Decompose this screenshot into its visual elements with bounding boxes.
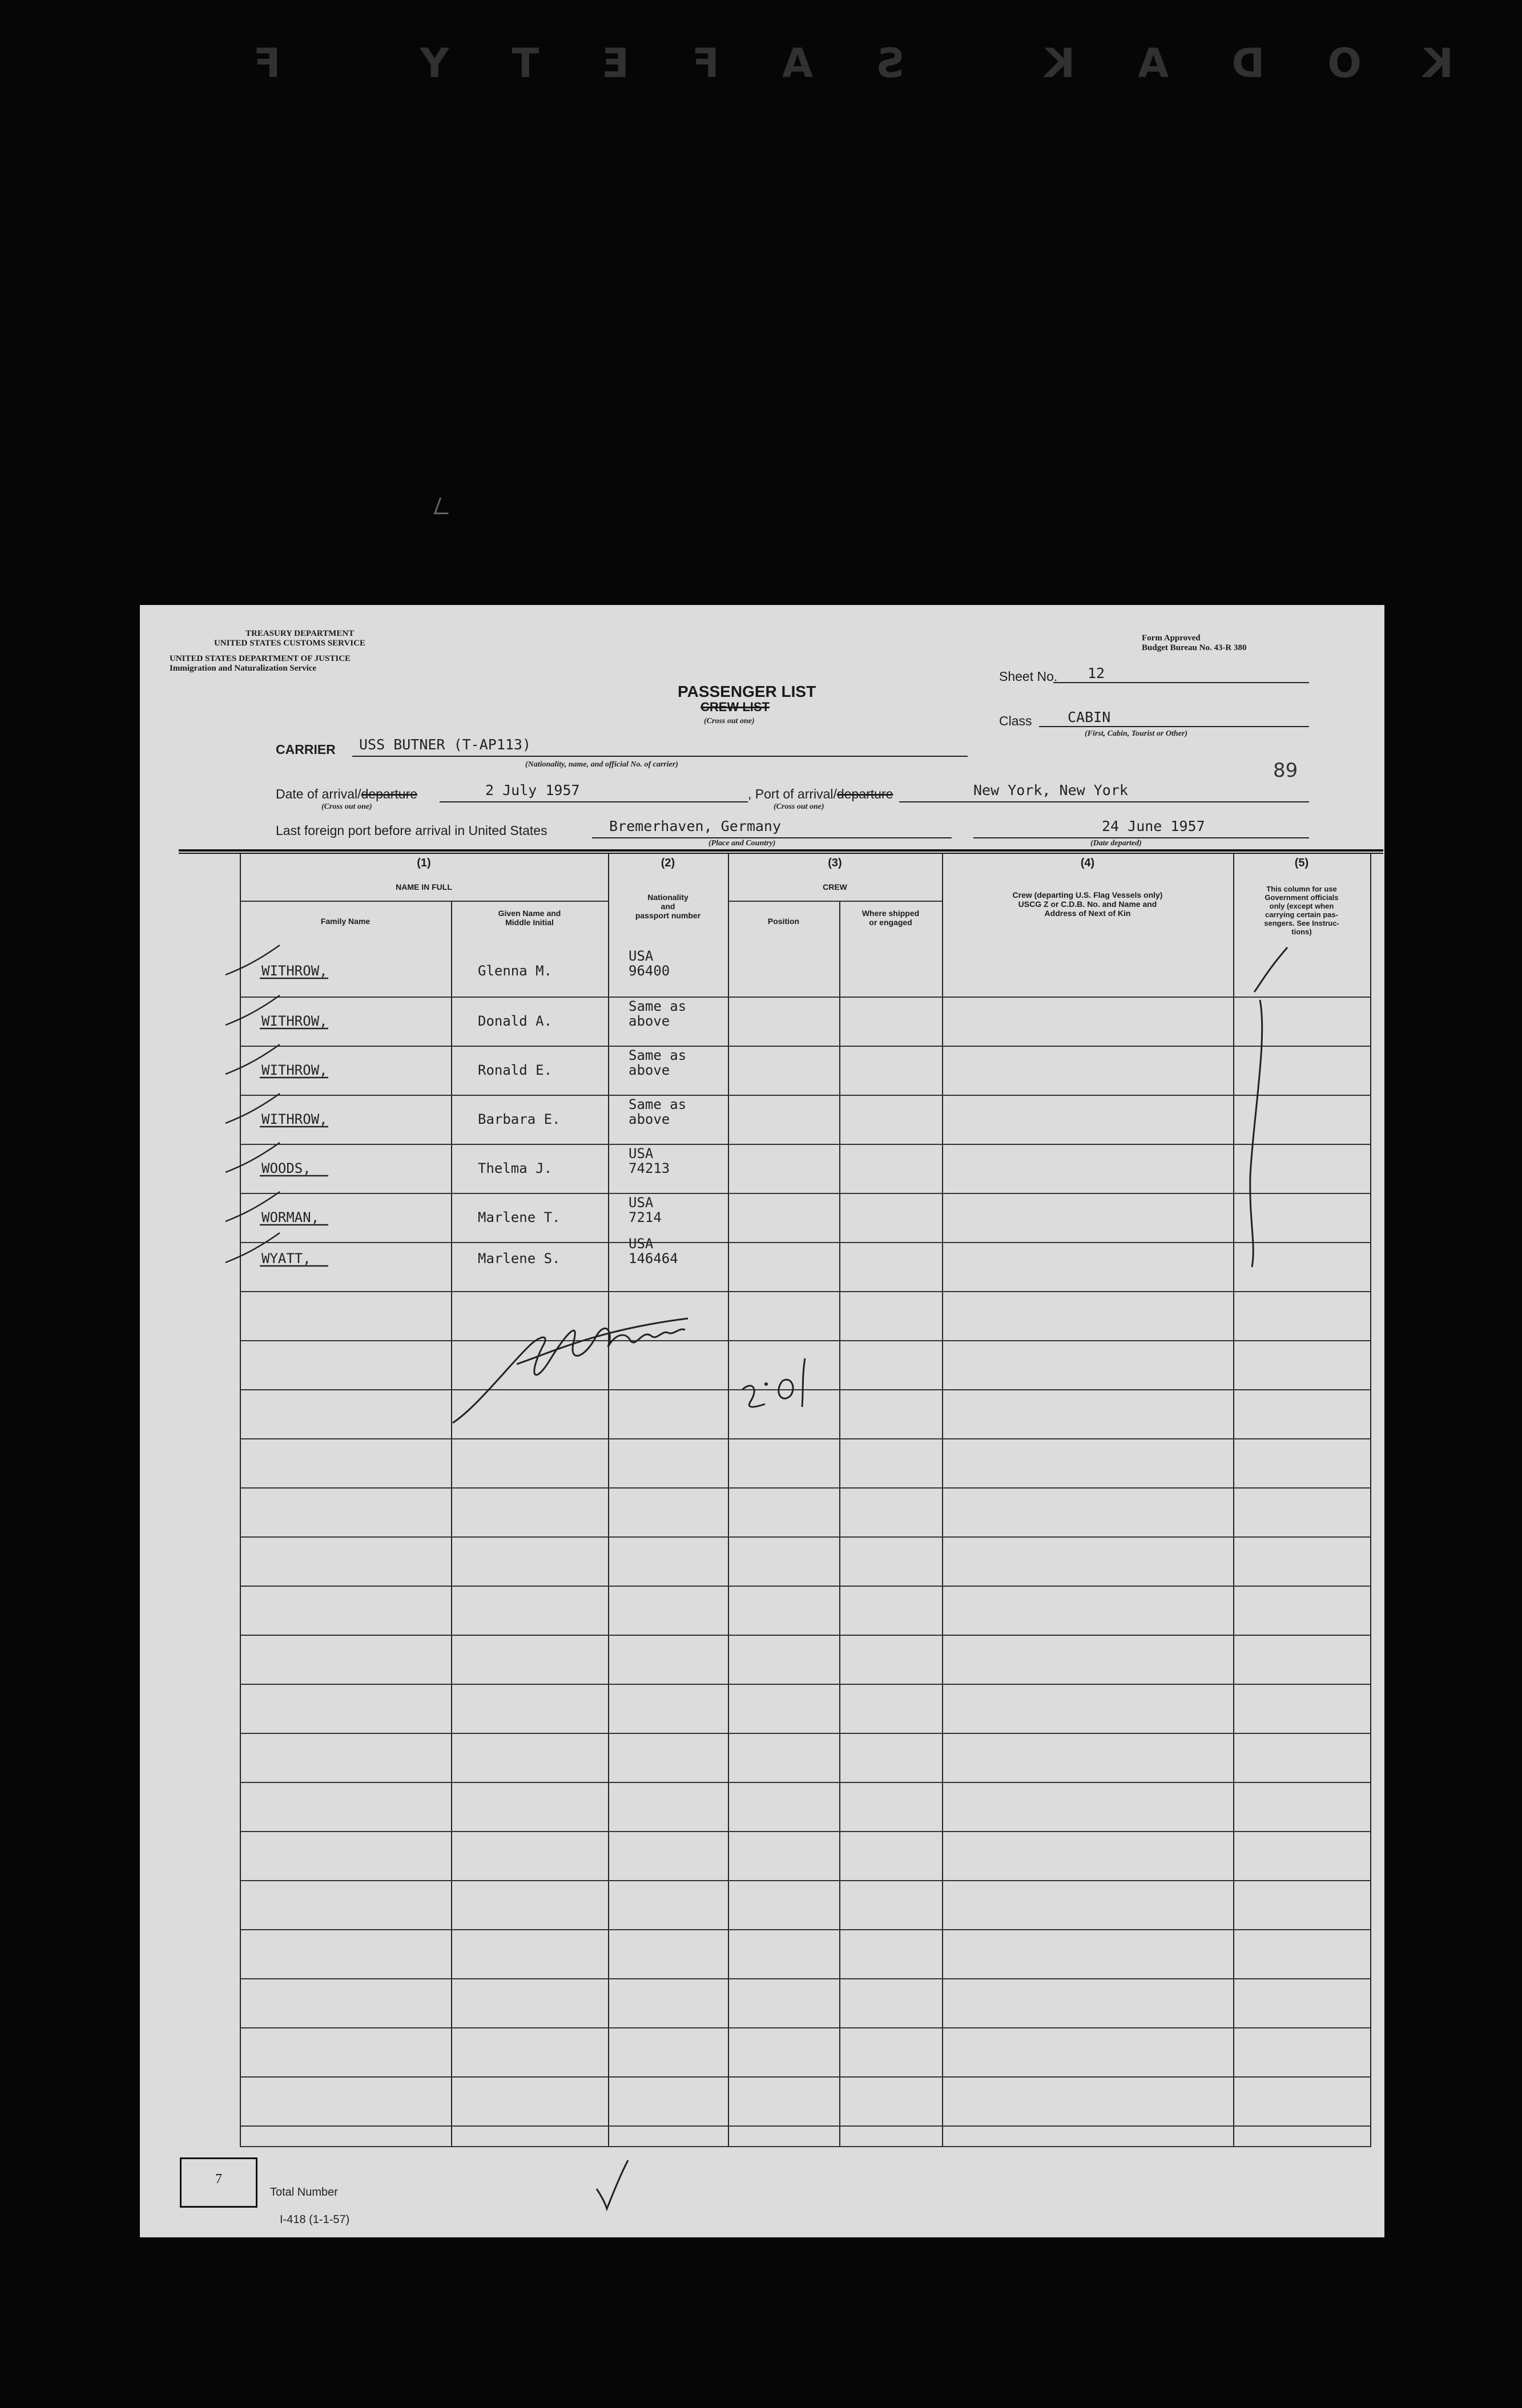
arrival-date-value: 2 July 1957 [485, 782, 580, 798]
title-cross-out-caption: (Cross out one) [704, 717, 755, 725]
given-name: Thelma J. [478, 1160, 553, 1176]
date-cross-out-caption: (Cross out one) [321, 802, 372, 811]
bottom-checkmark [597, 2160, 628, 2209]
checkmark-col5 [1254, 947, 1287, 992]
stray-mark [434, 498, 454, 514]
last-port-value: Bremerhaven, Germany [609, 818, 782, 834]
nationality-line1: USA [629, 948, 654, 964]
bracket-col5 [1250, 1000, 1262, 1267]
sheet-value: 12 [1088, 665, 1105, 681]
col1b-line2: Middle Initial [505, 918, 554, 927]
row-check-stroke [226, 945, 280, 975]
form-number: I-418 (1-1-57) [280, 2213, 350, 2226]
col2-line3: passport number [635, 911, 701, 920]
form-title: PASSENGER LIST [678, 683, 816, 700]
port-cross-out-caption: (Cross out one) [774, 802, 824, 811]
col5-line4: carrying certain pas- [1265, 910, 1338, 919]
carrier-value: USS BUTNER (T-AP113) [359, 736, 532, 753]
nationality-line2: above [629, 1013, 670, 1029]
sheet-label: Sheet No. [999, 669, 1058, 684]
col3b-line1: Where shipped [861, 909, 920, 918]
row-check-stroke [226, 995, 280, 1025]
family-name: WYATT, [261, 1251, 311, 1266]
given-name: Marlene T. [478, 1209, 561, 1225]
agency-justice: UNITED STATES DEPARTMENT OF JUSTICE [170, 654, 351, 663]
row-check-stroke [226, 1143, 280, 1172]
nationality-line2: above [629, 1111, 670, 1127]
col4-line3: Address of Next of Kin [1044, 909, 1131, 918]
col1b-line1: Given Name and [498, 909, 561, 918]
port-of-arrival-label: , Port of arrival/departure [748, 786, 893, 801]
nationality-line2: above [629, 1062, 670, 1078]
class-caption: (First, Cabin, Tourist or Other) [1085, 729, 1187, 738]
col1-number: (1) [417, 857, 431, 869]
agency-ins: Immigration and Naturalization Service [170, 664, 317, 673]
signature-scribble [453, 1328, 685, 1423]
col3-title: CREW [823, 882, 847, 892]
date-departure-struck: departure [361, 786, 418, 801]
col5-line6: tions) [1291, 927, 1312, 936]
form-approved: Form Approved [1142, 634, 1201, 643]
nationality-line1: USA [629, 1145, 654, 1161]
agency-treasury: TREASURY DEPARTMENT [245, 629, 355, 638]
col5-line1: This column for use [1266, 885, 1337, 893]
family-name: WITHROW, [261, 1111, 328, 1127]
nationality-line2: 146464 [629, 1251, 678, 1266]
handwritten-marks [140, 605, 1384, 2237]
given-name: Donald A. [478, 1013, 553, 1029]
departure-date-caption: (Date departed) [1090, 839, 1142, 848]
nationality-line1: Same as [629, 1047, 687, 1063]
passenger-list-form [140, 605, 1384, 2237]
date-label-text: Date of arrival/ [276, 786, 361, 801]
given-name: Barbara E. [478, 1111, 561, 1127]
total-number-value: 7 [215, 2172, 222, 2187]
col3b-line2: or engaged [869, 918, 912, 927]
given-name: Ronald E. [478, 1062, 553, 1078]
port-label-text: Port of arrival/ [755, 786, 837, 801]
form-title-struck: CREW LIST [700, 700, 770, 714]
col1-title: NAME IN FULL [396, 882, 452, 892]
departure-date-value: 24 June 1957 [1102, 818, 1205, 834]
nationality-line1: Same as [629, 998, 687, 1014]
page-number: 89 [1273, 759, 1298, 782]
col2-line2: and [661, 902, 675, 911]
last-port-caption: (Place and Country) [708, 839, 776, 848]
row-check-stroke [226, 1192, 280, 1221]
family-name: WITHROW, [261, 963, 328, 979]
nationality-line1: Same as [629, 1096, 687, 1112]
carrier-caption: (Nationality, name, and official No. of carrier) [525, 760, 678, 769]
budget-bureau-number: Budget Bureau No. 43-R 380 [1142, 643, 1247, 652]
col5-number: (5) [1294, 857, 1309, 869]
row-check-stroke [226, 1233, 280, 1263]
given-name: Marlene S. [478, 1251, 561, 1266]
row-check-stroke [226, 1044, 280, 1074]
agency-customs: UNITED STATES CUSTOMS SERVICE [214, 639, 365, 648]
arrival-port-value: New York, New York [973, 782, 1128, 798]
handwritten-note [742, 1358, 805, 1407]
nationality-line1: USA [629, 1236, 654, 1252]
col4-line1: Crew (departing U.S. Flag Vessels only) [1012, 890, 1163, 900]
last-port-label: Last foreign port before arrival in United States [276, 823, 547, 838]
nationality-line2: 7214 [629, 1209, 662, 1225]
class-label: Class [999, 713, 1032, 728]
row-check-stroke [226, 1094, 280, 1123]
col1a-family-name: Family Name [320, 917, 371, 926]
col5-line3: only (except when [1269, 902, 1334, 910]
film-edge-marking: KODAK SAFETY F [190, 40, 1453, 87]
col5-line2: Government officials [1265, 893, 1339, 902]
nationality-line1: USA [629, 1195, 654, 1211]
given-name: Glenna M. [478, 963, 553, 979]
col4-line2: USCG Z or C.D.B. No. and Name and [1018, 900, 1157, 909]
total-number-label: Total Number [270, 2186, 338, 2199]
family-name: WORMAN, [261, 1209, 320, 1225]
note-dot [764, 1382, 768, 1386]
col3a-position: Position [767, 917, 800, 926]
row-check-strokes [226, 945, 328, 1266]
family-name: WITHROW, [261, 1062, 328, 1078]
family-name: WOODS, [261, 1160, 311, 1176]
class-value: CABIN [1068, 709, 1111, 725]
col2-line1: Nationality [647, 893, 688, 902]
nationality-line2: 74213 [629, 1160, 670, 1176]
col3-number: (3) [828, 857, 842, 869]
total-number-box [180, 2157, 257, 2208]
family-name: WITHROW, [261, 1013, 328, 1029]
col5-line5: sengers. See Instruc- [1264, 919, 1339, 927]
carrier-label: CARRIER [276, 742, 336, 757]
col2-number: (2) [661, 857, 675, 869]
nationality-line2: 96400 [629, 963, 670, 979]
col4-number: (4) [1080, 857, 1095, 869]
signature-underline [517, 1318, 688, 1364]
port-departure-struck: departure [836, 786, 893, 801]
